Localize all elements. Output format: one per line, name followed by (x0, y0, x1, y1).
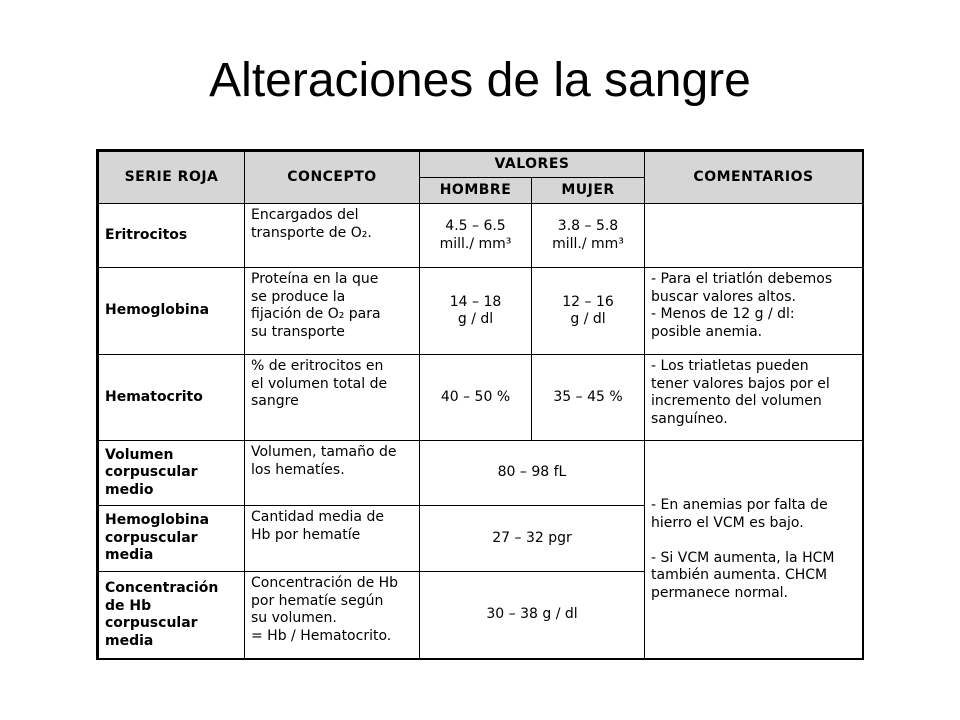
value-combined: 80 – 98 fL (420, 441, 645, 506)
row-name: Volumen corpuscular medio (99, 441, 245, 506)
blood-values-table (96, 149, 864, 660)
row-name: Hemoglobina (99, 268, 245, 355)
header-hombre: HOMBRE (420, 178, 532, 204)
header-concepto: CONCEPTO (245, 152, 420, 204)
table-row (99, 355, 863, 441)
shared-comment: - En anemias por falta de hierro el VCM es bajo. - Si VCM aumenta, la HCM también aumenta. CHCM permanece normal. (645, 441, 863, 659)
table-row (99, 268, 863, 355)
value-combined: 30 – 38 g / dl (420, 572, 645, 659)
row-concept: Concentración de Hb por hematíe según su volumen. = Hb / Hematocrito. (245, 572, 420, 659)
header-mujer: MUJER (532, 178, 645, 204)
row-name: Concentración de Hb corpuscular media (99, 572, 245, 659)
row-concept: Volumen, tamaño de los hematíes. (245, 441, 420, 506)
row-concept: Cantidad media de Hb por hematíe (245, 506, 420, 572)
row-comment (645, 204, 863, 268)
row-concept: Proteína en la que se produce la fijación de O₂ para su transporte (245, 268, 420, 355)
header-row (99, 152, 863, 178)
header-valores: VALORES (420, 152, 645, 178)
value-mujer: 3.8 – 5.8 mill./ mm³ (532, 204, 645, 268)
row-concept: % de eritrocitos en el volumen total de sangre (245, 355, 420, 441)
header-serie-roja: SERIE ROJA (99, 152, 245, 204)
header-comentarios: COMENTARIOS (645, 152, 863, 204)
table-row (99, 441, 863, 506)
value-hombre: 14 – 18 g / dl (420, 268, 532, 355)
value-mujer: 12 – 16 g / dl (532, 268, 645, 355)
value-combined: 27 – 32 pgr (420, 506, 645, 572)
row-concept: Encargados del transporte de O₂. (245, 204, 420, 268)
value-hombre: 4.5 – 6.5 mill./ mm³ (420, 204, 532, 268)
row-name: Eritrocitos (99, 204, 245, 268)
row-name: Hematocrito (99, 355, 245, 441)
row-comment: - Para el triatlón debemos buscar valores altos. - Menos de 12 g / dl: posible anemia. (645, 268, 863, 355)
table (98, 151, 863, 659)
value-mujer: 35 – 45 % (532, 355, 645, 441)
row-name: Hemoglobina corpuscular media (99, 506, 245, 572)
table-row (99, 204, 863, 268)
value-hombre: 40 – 50 % (420, 355, 532, 441)
slide-title: Alteraciones de la sangre (209, 54, 751, 107)
row-comment: - Los triatletas pueden tener valores bajos por el incremento del volumen sanguíneo. (645, 355, 863, 441)
